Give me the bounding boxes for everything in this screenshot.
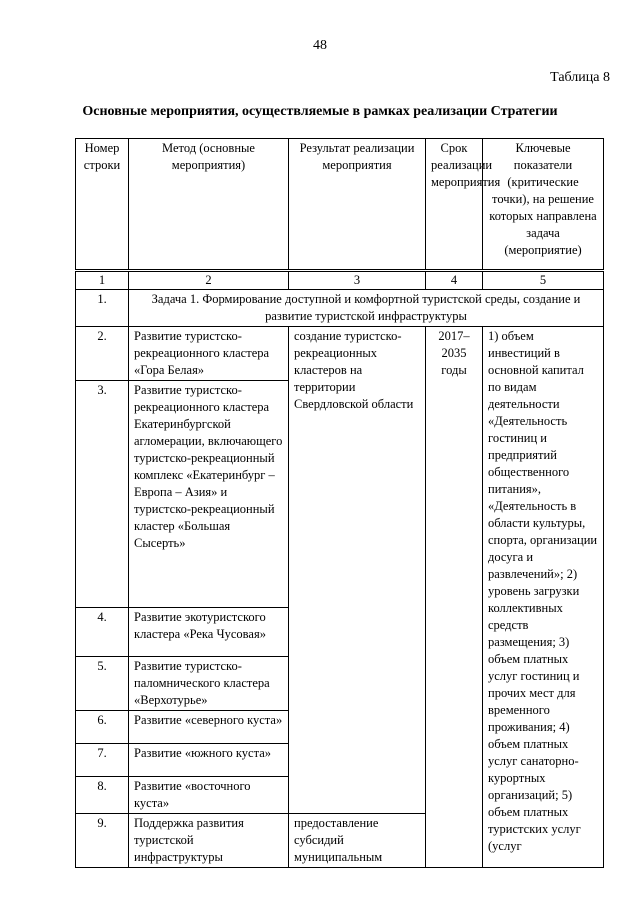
- row-number: 7.: [76, 744, 129, 777]
- task-title: Задача 1. Формирование доступной и комфортной туристской среды, создание и развитие туристской инфраструктуры: [129, 290, 604, 327]
- header-result: Результат реализации мероприятия: [289, 139, 426, 271]
- row-number: 6.: [76, 711, 129, 744]
- column-number: 4: [426, 271, 483, 290]
- column-number-row: [76, 271, 604, 290]
- header-row-number: Номер строки: [76, 139, 129, 271]
- row-number: 9.: [76, 814, 129, 868]
- row-number: 5.: [76, 657, 129, 711]
- method-cell: Развитие «южного куста»: [129, 744, 289, 777]
- row-number: 3.: [76, 381, 129, 608]
- table-row: [76, 327, 604, 381]
- table-label: Таблица 8: [550, 70, 610, 85]
- method-cell: Поддержка развития туристской инфраструктуры: [129, 814, 289, 868]
- indicators-cell: 1) объем инвестиций в основной капитал по видам деятельности «Деятельность гостиниц и предприятий общественного питания», «Деятельность в области культуры, спорта, организации досуга и развлечений»; 2) уровень загрузки коллективных средств размещения; 3) объем платных услуг гостиниц и прочих мест для временного проживания; 4) объем платных услуг санаторно-курортных организаций; 5) объем платных туристских услуг (услуг: [483, 327, 604, 868]
- row-number: 2.: [76, 327, 129, 381]
- method-cell: Развитие «восточного куста»: [129, 777, 289, 814]
- result-cell: предоставление субсидий муниципальным: [289, 814, 426, 868]
- header-row: [76, 139, 604, 271]
- column-number: 1: [76, 271, 129, 290]
- task-row: [76, 290, 604, 327]
- header-indicators: Ключевые показатели (критические точки), на решение которых направлена задача (мероприятие): [483, 139, 604, 271]
- result-cell-shared: создание туристско-рекреационных кластеров на территории Свердловской области: [289, 327, 426, 814]
- method-cell: Развитие туристско-паломнического кластера «Верхотурье»: [129, 657, 289, 711]
- column-number: 5: [483, 271, 604, 290]
- term-cell: 2017–2035 годы: [426, 327, 483, 868]
- method-cell: Развитие «северного куста»: [129, 711, 289, 744]
- column-number: 2: [129, 271, 289, 290]
- row-number: 4.: [76, 608, 129, 657]
- header-method: Метод (основные мероприятия): [129, 139, 289, 271]
- method-cell: Развитие туристско-рекреационного кластера «Гора Белая»: [129, 327, 289, 381]
- document-title: Основные мероприятия, осуществляемые в рамках реализации Стратегии: [82, 104, 558, 119]
- method-cell: Развитие экотуристского кластера «Река Чусовая»: [129, 608, 289, 657]
- column-number: 3: [289, 271, 426, 290]
- method-cell: Развитие туристско-рекреационного кластера Екатеринбургской агломерации, включающего туристско-рекреационный комплекс «Екатеринбург – Европа – Азия» и туристско-рекреационный кластер «Большая Сысерть»: [129, 381, 289, 608]
- measures-table: [75, 138, 604, 868]
- row-number: 1.: [76, 290, 129, 327]
- row-number: 8.: [76, 777, 129, 814]
- header-term: Срок реализации мероприятия: [426, 139, 483, 271]
- page-number: 48: [313, 38, 327, 53]
